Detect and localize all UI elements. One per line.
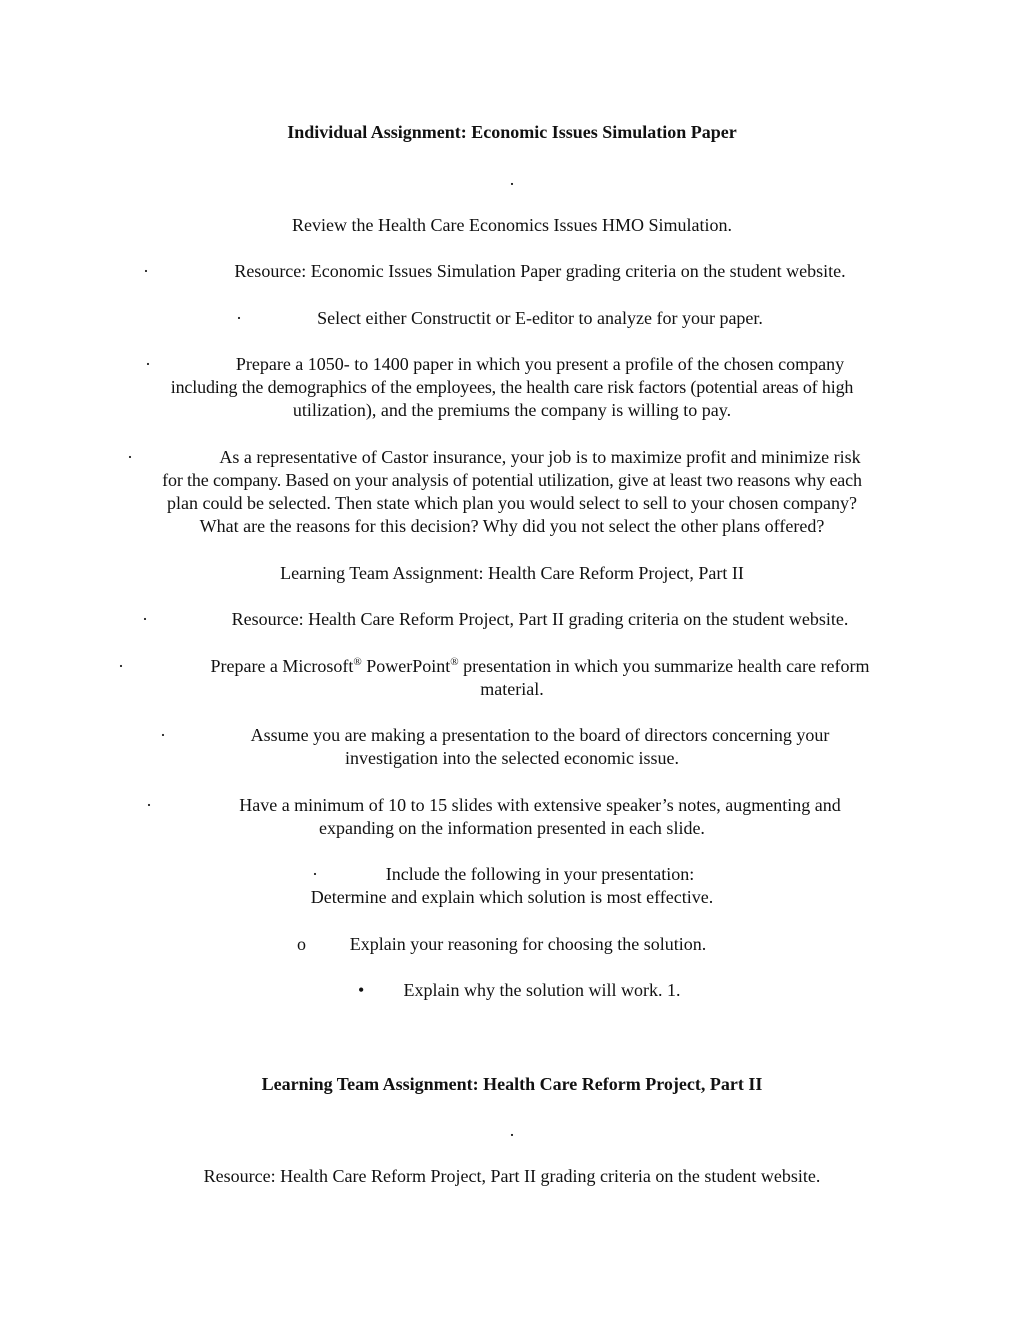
prepare-item-line-2: including the demographics of the employees, the health care risk factors (potential areas of high <box>170 377 854 397</box>
resource-item: Resource: Economic Issues Simulation Paper grading criteria on the student website. <box>234 261 846 281</box>
assume-item-line-2: investigation into the selected economic issue. <box>345 748 679 768</box>
review-line: Review the Health Care Economics Issues HMO Simulation. <box>292 215 732 235</box>
bullet-marker: · <box>142 609 148 629</box>
bullet-marker: · <box>312 864 318 884</box>
bullet-marker: · <box>145 354 151 374</box>
resource-item-2: Resource: Health Care Reform Project, Part II grading criteria on the student website. <box>231 609 849 629</box>
castor-item-line-4: What are the reasons for this decision? Why did you not select the other plans offered? <box>199 516 825 536</box>
disc-item: Explain why the solution will work. 1. <box>403 980 681 1000</box>
bullet-marker: · <box>160 725 166 745</box>
powerpoint-text-post: presentation in which you summarize health care reform <box>458 656 870 676</box>
section-title-2: Learning Team Assignment: Health Care Reform Project, Part II <box>261 1074 763 1094</box>
separator-dot: . <box>509 169 515 189</box>
select-item: Select either Constructit or E-editor to analyze for your paper. <box>317 308 763 328</box>
registered-mark: ® <box>450 656 459 668</box>
castor-item-line-1: As a representative of Castor insurance, your job is to maximize profit and minimize risk <box>219 447 861 467</box>
assume-item-line-1: Assume you are making a presentation to the board of directors concerning your <box>250 725 830 745</box>
final-resource-line: Resource: Health Care Reform Project, Part II grading criteria on the student website. <box>203 1166 821 1186</box>
castor-item-line-2: for the company. Based on your analysis of potential utilization, give at least two reasons why each <box>162 470 862 490</box>
castor-item-line-3: plan could be selected. Then state which plan you would select to sell to your chosen company? <box>167 493 857 513</box>
slides-item-line-1: Have a minimum of 10 to 15 slides with extensive speaker’s notes, augmenting and <box>239 795 841 815</box>
include-item-line-2: Determine and explain which solution is most effective. <box>310 887 714 907</box>
sub-item: Explain your reasoning for choosing the solution. <box>349 934 707 954</box>
bullet-marker: · <box>118 656 124 676</box>
prepare-item-line-3: utilization), and the premiums the company is willing to pay. <box>292 400 732 420</box>
powerpoint-item-line-1 <box>28 655 1024 678</box>
learning-team-line: Learning Team Assignment: Health Care Reform Project, Part II <box>280 563 744 583</box>
prepare-item-line-1: Prepare a 1050- to 1400 paper in which you present a profile of the chosen company <box>235 354 845 374</box>
slides-item-line-2: expanding on the information presented in each slide. <box>319 818 705 838</box>
separator-dot: . <box>509 1120 515 1140</box>
sub-bullet-marker: o <box>297 934 306 954</box>
bullet-marker: · <box>143 261 149 281</box>
powerpoint-item-line-2: material. <box>480 679 544 699</box>
bullet-marker: · <box>127 447 133 467</box>
bullet-marker: · <box>146 795 152 815</box>
powerpoint-text-mid: PowerPoint <box>361 656 451 676</box>
powerpoint-text-pre: Prepare a Microsoft <box>210 656 354 676</box>
bullet-marker: · <box>236 308 242 328</box>
disc-bullet-marker: • <box>358 980 365 1000</box>
document-title: Individual Assignment: Economic Issues Simulation Paper <box>287 122 737 142</box>
include-item-line-1: Include the following in your presentation: <box>385 864 695 884</box>
registered-mark: ® <box>353 656 362 668</box>
